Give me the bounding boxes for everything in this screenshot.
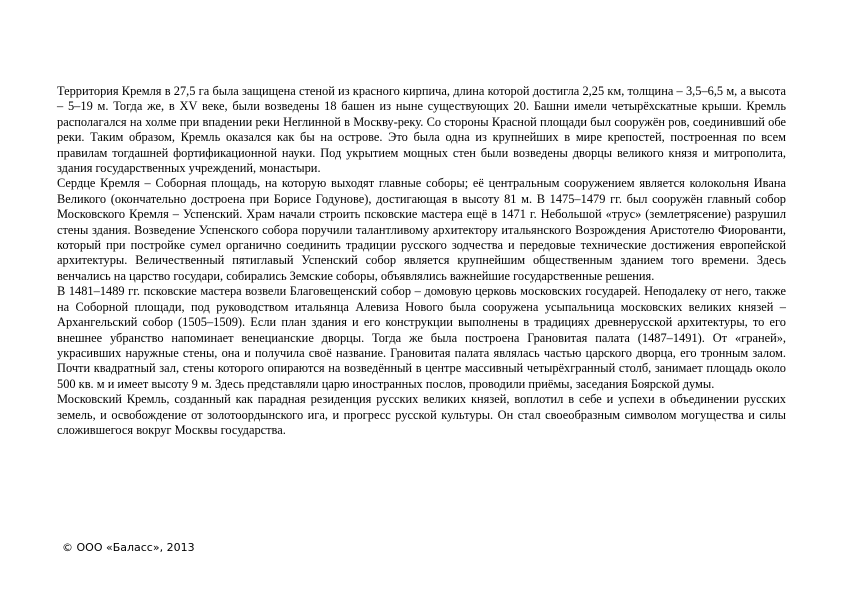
paragraph-kremlin-walls: Территория Кремля в 27,5 га была защищена стеной из красного кирпича, длина которой достигла 2,25 км, толщина – 3,5–6,5 м, а высота – 5–19 м. Тогда же, в XV веке, были возведены 18 башен из ныне существующих 20. Башни имели четырёхскатные крыши. Кремль располагался на холме при впадении реки Неглинной в Москву-реку. Со стороны Красной площади был сооружён ров, соединивший обе реки. Таким образом, Кремль оказался как бы на острове. Это была одна из крупнейших в мире крепостей, построенная по всем правилам тогдашней фортификационной науки. Под укрытием мощных стен были возведены дворцы великого князя и митрополита, здания государственных учреждений, монастыри.	[57, 84, 786, 176]
paragraph-kremlin-symbol: Московский Кремль, созданный как парадная резиденция русских великих князей, воплотил в себе и успехи в объединении русских земель, и освобождение от золотоордынского ига, и прогресс русской культуры. Он стал своеобразным символом могущества и силы сложившегося вокруг Москвы государства.	[57, 392, 786, 437]
paragraph-cathedral-square: Сердце Кремля – Соборная площадь, на которую выходят главные соборы; её центральным сооружением является колокольня Ивана Великого (окончательно достроена при Борисе Годунове), достигающая в высоту 81 м. В 1475–1479 гг. был сооружён главный собор Московского Кремля – Успенский. Храм начали строить псковские мастера ещё в 1471 г. Небольшой «трус» (землетрясение) разрушил стены здания. Возведение Успенского собора поручили талантливому архитектору итальянского Возрождения Аристотелю Фиорованти, который при постройке сумел органично соединить традиции русского зодчества и передовые технические достижения европейской архитектуры. Величественный пятиглавый Успенский собор является крупнейшим общественным зданием того времени. Здесь венчались на царство государи, собирались Земские соборы, объявлялись важнейшие государственные решения.	[57, 176, 786, 283]
paragraph-annunciation-cathedral: В 1481–1489 гг. псковские мастера возвели Благовещенский собор – домовую церковь московских государей. Неподалеку от него, также на Соборной площади, под руководством итальянца Алевиза Нового была сооружена усыпальница московских великих князей – Архангельский собор (1505–1509). Если план здания и его конструкции выполнены в традициях древнерусской архитектуры, то его внешнее убранство напоминает венецианские дворцы. Тогда же была построена Грановитая палата (1487–1491). От «граней», украсивших наружные стены, она и получила своё название. Грановитая палата являлась частью царского дворца, его тронным залом. Почти квадратный зал, стены которого опираются на возведённый в центре массивный четырёхгранный столб, занимает площадь около 500 кв. м и имеет высоту 9 м. Здесь представляли царю иностранных послов, проводили приёмы, заседания Боярской думы.	[57, 284, 786, 391]
copyright-footer: © ООО «Баласс», 2013	[62, 541, 195, 554]
body-text	[57, 84, 786, 438]
